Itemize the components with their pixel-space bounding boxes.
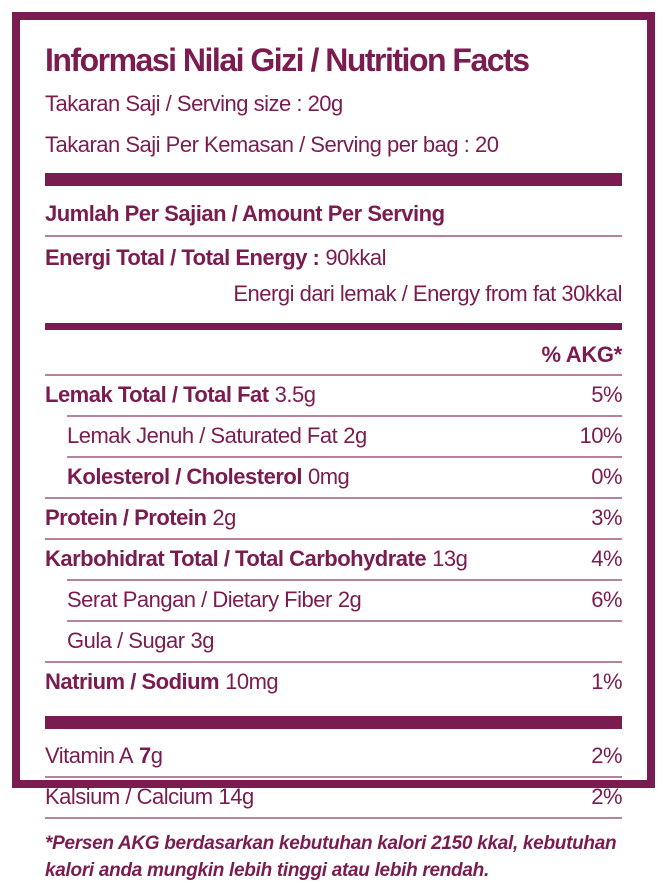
nutrient-value: 2g — [212, 505, 236, 530]
daily-value: 2% — [591, 784, 622, 809]
nutrient-row-total-fat — [45, 376, 622, 415]
divider — [45, 817, 622, 819]
nutrient-label: Serat Pangan / Dietary Fiber — [67, 587, 332, 612]
nutrient-label: Natrium / Sodium — [45, 669, 220, 694]
daily-value-header: % AKG* — [541, 342, 622, 367]
nutrient-value: 3g — [190, 628, 214, 653]
total-energy-value: 90kkal — [325, 245, 386, 270]
calcium-row — [45, 778, 622, 817]
energy-from-fat: Energi dari lemak / Energy from fat 30kkal — [233, 281, 622, 306]
vitamin-value: 7 — [139, 743, 151, 768]
thick-divider — [45, 173, 622, 186]
daily-value: 10% — [579, 423, 622, 448]
daily-value: 2% — [591, 743, 622, 768]
nutrient-value: 2g — [337, 587, 362, 612]
nutrient-label: Lemak Jenuh / Saturated Fat — [67, 423, 338, 448]
nutrient-row-carbohydrate — [45, 540, 622, 579]
nutrient-value: 0mg — [307, 464, 350, 489]
vitamin-label: Kalsium / Calcium — [45, 784, 213, 809]
serving-size: Takaran Saji / Serving size : 20g — [45, 91, 343, 116]
daily-value: 5% — [591, 382, 622, 407]
daily-value: 3% — [591, 505, 622, 530]
label-title: Informasi Nilai Gizi / Nutrition Facts — [45, 42, 529, 78]
daily-value: 1% — [591, 669, 622, 694]
vitamin-label: Vitamin A — [45, 743, 134, 768]
daily-value: 6% — [591, 587, 622, 612]
nutrient-value: 3.5g — [274, 382, 316, 407]
akg-footnote: *Persen AKG berdasarkan kebutuhan kalori 2150 kkal, kebutuhan kalori anda mungkin lebih tinggi atau lebih rendah. — [45, 833, 617, 881]
nutrition-label — [12, 12, 655, 881]
nutrient-label: Karbohidrat Total / Total Carbohydrate — [45, 546, 427, 571]
servings-per-bag: Takaran Saji Per Kemasan / Serving per bag : 20 — [45, 132, 499, 157]
amount-per-serving-heading: Jumlah Per Sajian / Amount Per Serving — [45, 201, 445, 226]
thick-divider — [45, 716, 622, 729]
nutrient-row-protein — [45, 499, 622, 538]
vitamin-value: 14g — [218, 784, 254, 809]
nutrient-row-sugar — [45, 622, 622, 661]
total-energy-label: Energi Total / Total Energy : — [45, 245, 320, 270]
nutrient-value: 2g — [343, 423, 367, 448]
daily-value: 0% — [591, 464, 622, 489]
vitamin-unit: g — [150, 743, 163, 768]
nutrient-value: 13g — [432, 546, 468, 571]
nutrient-label: Kolesterol / Cholesterol — [67, 464, 302, 489]
medium-divider — [45, 323, 622, 330]
nutrient-row-sodium — [45, 663, 622, 702]
nutrient-row-saturated-fat — [45, 417, 622, 456]
nutrient-label: Gula / Sugar — [67, 628, 185, 653]
nutrient-row-cholesterol — [45, 458, 622, 497]
nutrient-row-dietary-fiber — [45, 581, 622, 620]
nutrient-label: Lemak Total / Total Fat — [45, 382, 269, 407]
nutrient-value: 10mg — [225, 669, 279, 694]
daily-value: 4% — [591, 546, 622, 571]
total-energy-row — [45, 237, 622, 275]
nutrient-label: Protein / Protein — [45, 505, 207, 530]
vitamin-a-row — [45, 737, 622, 776]
